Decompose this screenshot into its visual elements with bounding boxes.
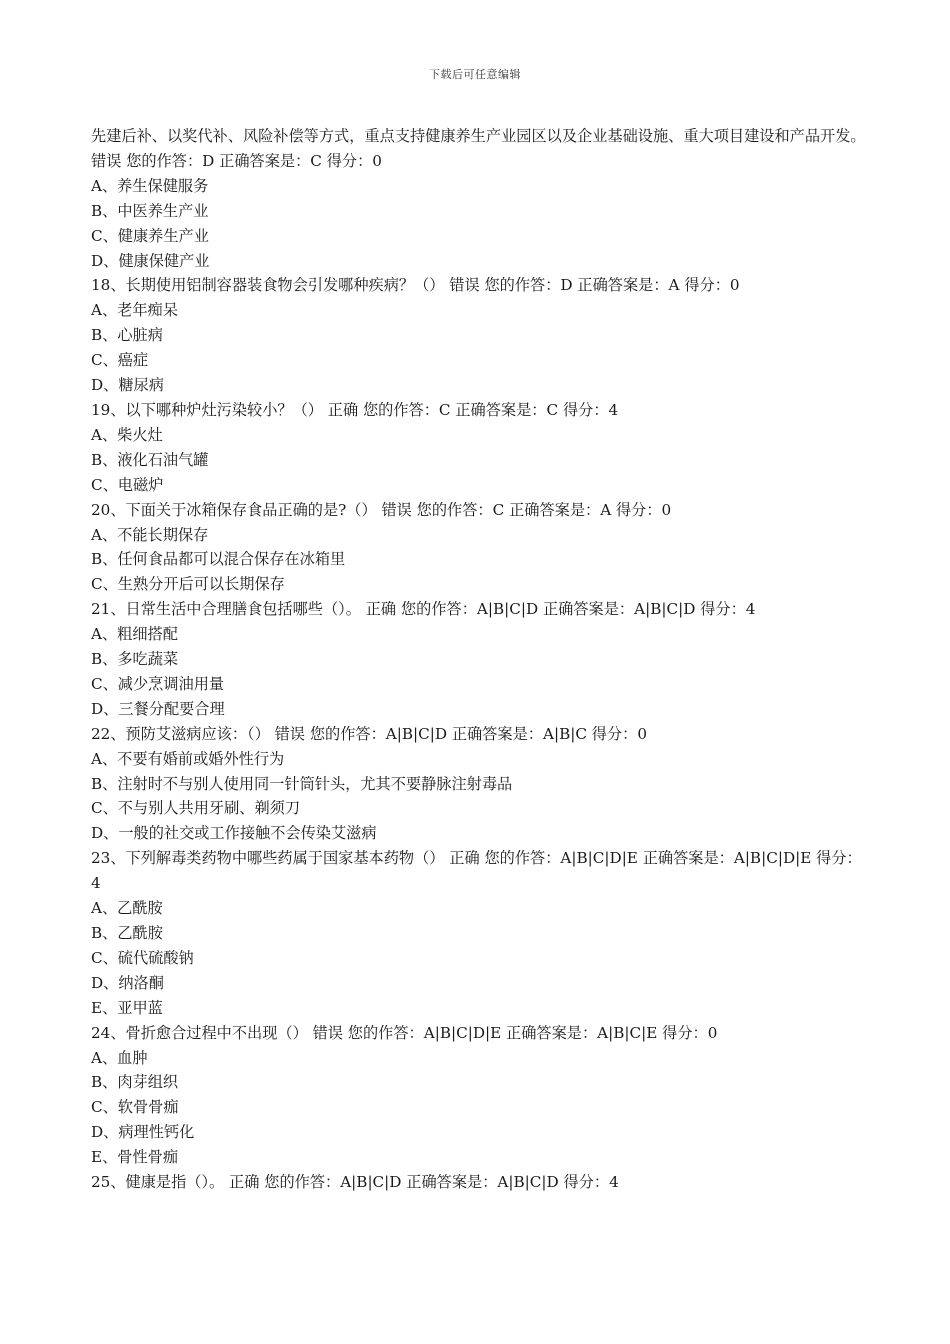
page-header: 下载后可任意编辑	[429, 68, 521, 81]
option: A、老年痴呆	[91, 301, 178, 320]
option: D、纳洛酮	[91, 973, 164, 992]
option: B、注射时不与别人使用同一针筒针头，尤其不要静脉注射毒品	[91, 774, 513, 793]
question-24: 24、骨折愈合过程中不出现（） 错误 您的作答：A|B|C|D|E 正确答案是：A|B|C|E 得分：0	[91, 1023, 718, 1042]
option: A、养生保健服务	[91, 176, 209, 195]
option: E、骨性骨痂	[91, 1148, 179, 1167]
option: C、癌症	[91, 351, 149, 370]
option: D、病理性钙化	[91, 1123, 195, 1142]
question-23: 23、下列解毒类药物中哪些药属于国家基本药物（） 正确 您的作答：A|B|C|D|E 正确答案是：A|B|C|D|E 得分：4	[91, 849, 862, 893]
option: D、三餐分配要合理	[91, 699, 225, 718]
option: B、中医养生产业	[91, 201, 209, 220]
option: B、多吃蔬菜	[91, 650, 179, 669]
option: D、健康保健产业	[91, 251, 210, 270]
option: C、减少烹调油用量	[91, 674, 225, 693]
question-21: 21、日常生活中合理膳食包括哪些（）。 正确 您的作答：A|B|C|D 正确答案是：A|B|C|D 得分：4	[91, 600, 756, 619]
option: A、柴火灶	[91, 425, 163, 444]
intro-result: 错误 您的作答：D 正确答案是：C 得分：0	[91, 151, 382, 170]
option: B、心脏病	[91, 326, 163, 345]
option: C、软骨骨痂	[91, 1098, 179, 1117]
option: E、亚甲蓝	[91, 998, 163, 1017]
question-25: 25、健康是指（）。 正确 您的作答：A|B|C|D 正确答案是：A|B|C|D 得分：4	[91, 1173, 619, 1192]
question-18: 18、长期使用铝制容器装食物会引发哪种疾病？（） 错误 您的作答：D 正确答案是：A 得分：0	[91, 276, 740, 295]
question-22: 22、预防艾滋病应该：（） 错误 您的作答：A|B|C|D 正确答案是：A|B|C 得分：0	[91, 724, 648, 743]
option: C、健康养生产业	[91, 226, 209, 245]
option: C、硫代硫酸钠	[91, 948, 194, 967]
option: C、生熟分开后可以长期保存	[91, 575, 285, 594]
option: A、血肿	[91, 1048, 148, 1067]
intro-paragraph: 先建后补、以奖代补、风险补偿等方式，重点支持健康养生产业园区以及企业基础设施、重大项目建设和产品开发。	[91, 127, 866, 145]
option: A、粗细搭配	[91, 625, 178, 644]
option: B、液化石油气罐	[91, 450, 209, 469]
option: A、不要有婚前或婚外性行为	[91, 749, 285, 768]
option: D、一般的社交或工作接触不会传染艾滋病	[91, 824, 377, 843]
question-20: 20、下面关于冰箱保存食品正确的是?（） 错误 您的作答：C 正确答案是：A 得分：0	[91, 500, 672, 519]
option: D、糖尿病	[91, 376, 164, 395]
option: A、不能长期保存	[91, 525, 209, 544]
option: A、乙酰胺	[91, 899, 163, 918]
option: C、电磁炉	[91, 475, 164, 494]
question-19: 19、以下哪种炉灶污染较小？（） 正确 您的作答：C 正确答案是：C 得分：4	[91, 400, 619, 419]
option: C、不与别人共用牙刷、剃须刀	[91, 799, 301, 818]
option: B、肉芽组织	[91, 1073, 179, 1092]
option: B、任何食品都可以混合保存在冰箱里	[91, 550, 346, 569]
option: B、乙酰胺	[91, 924, 163, 942]
document-body	[91, 124, 866, 1195]
